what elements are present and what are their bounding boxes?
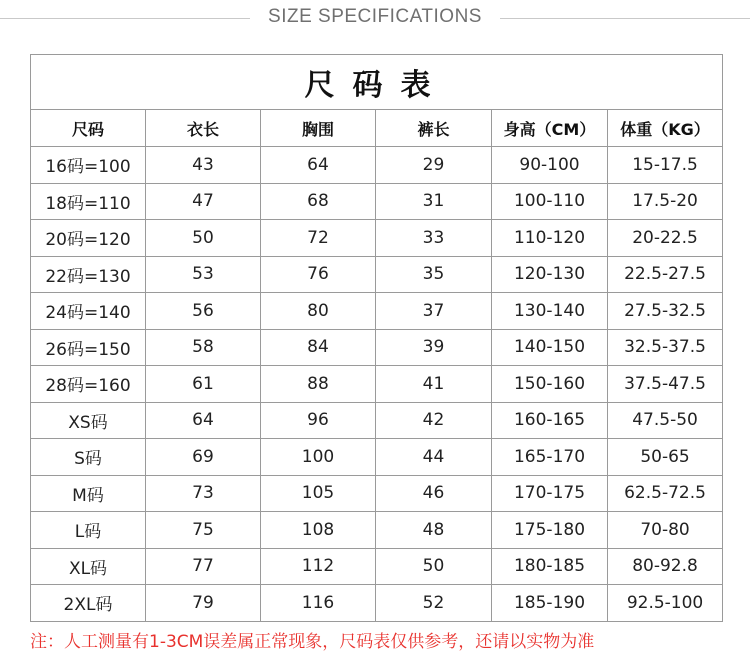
page-header: [0, 0, 750, 38]
size-cell: 18码=110: [31, 183, 146, 220]
table-cell: 47: [146, 183, 261, 220]
table-cell: 53: [146, 256, 261, 293]
table-cell: 110-120: [492, 220, 608, 257]
table-cell: 72: [261, 220, 376, 257]
table-cell: 116: [261, 585, 376, 622]
table-row: [31, 147, 723, 184]
table-cell: 90-100: [492, 147, 608, 184]
table-cell: 33: [376, 220, 492, 257]
table-cell: 64: [261, 147, 376, 184]
table-row: [31, 220, 723, 257]
table-row: [31, 402, 723, 439]
column-header: 衣长: [146, 110, 261, 147]
size-cell: 20码=120: [31, 220, 146, 257]
table-cell: 15-17.5: [608, 147, 723, 184]
column-header: 身高（CM）: [492, 110, 608, 147]
table-title-row: [31, 55, 723, 110]
table-cell: 80-92.8: [608, 548, 723, 585]
table-cell: 17.5-20: [608, 183, 723, 220]
table-cell: 92.5-100: [608, 585, 723, 622]
size-table-container: [30, 54, 722, 614]
table-cell: 75: [146, 512, 261, 549]
table-cell: 20-22.5: [608, 220, 723, 257]
table-cell: 100: [261, 439, 376, 476]
table-cell: 61: [146, 366, 261, 403]
table-cell: 35: [376, 256, 492, 293]
table-cell: 150-160: [492, 366, 608, 403]
size-cell: XS码: [31, 402, 146, 439]
column-header: 体重（KG）: [608, 110, 723, 147]
table-cell: 165-170: [492, 439, 608, 476]
measurement-note: 注：人工测量有1-3CM误差属正常现象，尺码表仅供参考，还请以实物为准: [30, 632, 595, 652]
column-header: 胸围: [261, 110, 376, 147]
table-cell: 41: [376, 366, 492, 403]
table-cell: 52: [376, 585, 492, 622]
column-header: 裤长: [376, 110, 492, 147]
table-cell: 43: [146, 147, 261, 184]
table-row: [31, 439, 723, 476]
column-header: 尺码: [31, 110, 146, 147]
table-cell: 100-110: [492, 183, 608, 220]
table-cell: 108: [261, 512, 376, 549]
table-row: [31, 512, 723, 549]
table-row: [31, 329, 723, 366]
table-row: [31, 256, 723, 293]
table-cell: 32.5-37.5: [608, 329, 723, 366]
table-row: [31, 475, 723, 512]
table-cell: 58: [146, 329, 261, 366]
table-cell: 140-150: [492, 329, 608, 366]
table-cell: 70-80: [608, 512, 723, 549]
table-title: 尺码表: [31, 55, 723, 110]
table-row: [31, 548, 723, 585]
table-row: [31, 585, 723, 622]
table-cell: 160-165: [492, 402, 608, 439]
table-row: [31, 183, 723, 220]
size-cell: S码: [31, 439, 146, 476]
table-cell: 48: [376, 512, 492, 549]
table-cell: 37.5-47.5: [608, 366, 723, 403]
table-cell: 175-180: [492, 512, 608, 549]
table-cell: 112: [261, 548, 376, 585]
table-cell: 120-130: [492, 256, 608, 293]
table-cell: 31: [376, 183, 492, 220]
table-cell: 84: [261, 329, 376, 366]
table-cell: 22.5-27.5: [608, 256, 723, 293]
size-cell: L码: [31, 512, 146, 549]
table-cell: 46: [376, 475, 492, 512]
size-cell: 2XL码: [31, 585, 146, 622]
table-cell: 170-175: [492, 475, 608, 512]
table-cell: 73: [146, 475, 261, 512]
table-cell: 47.5-50: [608, 402, 723, 439]
table-cell: 69: [146, 439, 261, 476]
size-cell: 28码=160: [31, 366, 146, 403]
table-cell: 42: [376, 402, 492, 439]
table-cell: 96: [261, 402, 376, 439]
table-cell: 68: [261, 183, 376, 220]
table-cell: 80: [261, 293, 376, 330]
table-cell: 130-140: [492, 293, 608, 330]
header-title: SIZE SPECIFICATIONS: [254, 6, 496, 27]
table-cell: 76: [261, 256, 376, 293]
table-cell: 56: [146, 293, 261, 330]
table-cell: 77: [146, 548, 261, 585]
table-row: [31, 366, 723, 403]
size-cell: 24码=140: [31, 293, 146, 330]
table-cell: 88: [261, 366, 376, 403]
size-cell: 16码=100: [31, 147, 146, 184]
table-cell: 50: [146, 220, 261, 257]
table-cell: 50: [376, 548, 492, 585]
table-cell: 62.5-72.5: [608, 475, 723, 512]
size-cell: XL码: [31, 548, 146, 585]
size-cell: 22码=130: [31, 256, 146, 293]
table-cell: 29: [376, 147, 492, 184]
table-cell: 105: [261, 475, 376, 512]
table-cell: 37: [376, 293, 492, 330]
size-cell: 26码=150: [31, 329, 146, 366]
table-cell: 180-185: [492, 548, 608, 585]
table-cell: 50-65: [608, 439, 723, 476]
table-header-row: [31, 110, 723, 147]
table-cell: 64: [146, 402, 261, 439]
table-cell: 39: [376, 329, 492, 366]
table-cell: 27.5-32.5: [608, 293, 723, 330]
header-title-wrap: [0, 6, 750, 28]
table-row: [31, 293, 723, 330]
table-cell: 44: [376, 439, 492, 476]
size-cell: M码: [31, 475, 146, 512]
table-cell: 185-190: [492, 585, 608, 622]
table-cell: 79: [146, 585, 261, 622]
size-table: [30, 54, 723, 622]
